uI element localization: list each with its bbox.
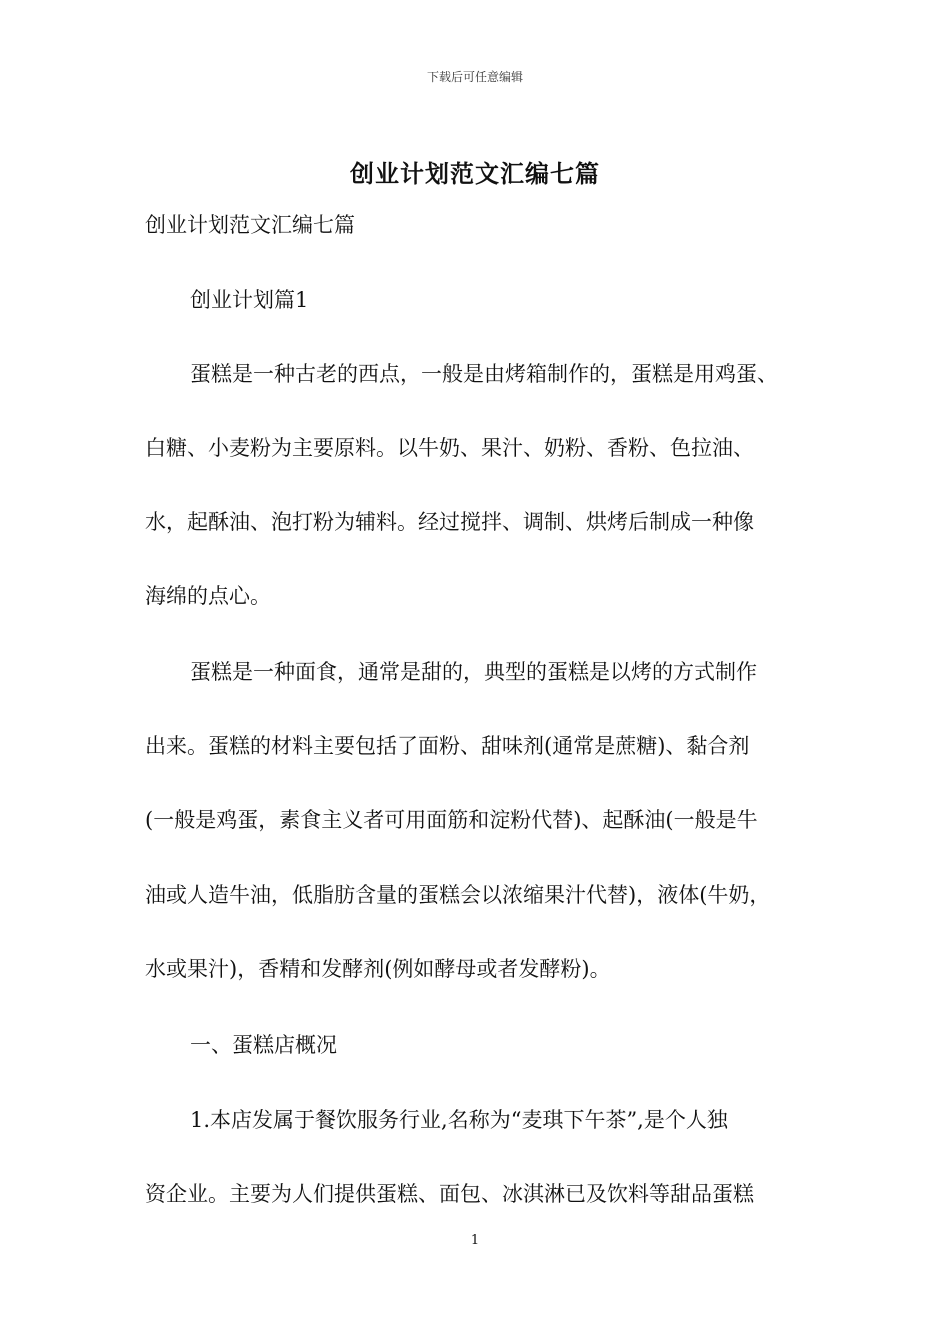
section-heading: 创业计划篇1 [190,288,309,312]
paragraph-line: 水或果汁)，香精和发酵剂(例如酵母或者发酵粉)。 [145,957,611,981]
paragraph-line: 白糖、小麦粉为主要原料。以牛奶、果汁、奶粉、香粉、色拉油、 [145,436,754,460]
document-subtitle: 创业计划范文汇编七篇 [145,213,355,237]
document-title: 创业计划范文汇编七篇 [350,159,600,188]
paragraph-line: 水，起酥油、泡打粉为辅料。经过搅拌、调制、烘烤后制成一种像 [145,510,754,534]
subheading: 一、蛋糕店概况 [190,1033,337,1057]
paragraph-line: 1.本店发属于餐饮服务行业,名称为“麦琪下午茶”,是个人独 [190,1108,728,1132]
paragraph-line: 海绵的点心。 [145,584,271,608]
paragraph-line: 出来。蛋糕的材料主要包括了面粉、甜味剂(通常是蔗糖)、黏合剂 [145,734,750,758]
page-number: 1 [470,1233,480,1248]
paragraph-line: 资企业。主要为人们提供蛋糕、面包、冰淇淋已及饮料等甜品蛋糕 [145,1182,754,1206]
header-note: 下载后可任意编辑 [426,70,523,84]
paragraph-line: 油或人造牛油，低脂肪含量的蛋糕会以浓缩果汁代替)，液体(牛奶， [145,883,771,907]
paragraph-line: (一般是鸡蛋，素食主义者可用面筋和淀粉代替)、起酥油(一般是牛 [145,808,758,832]
paragraph-line: 蛋糕是一种古老的西点，一般是由烤箱制作的，蛋糕是用鸡蛋、 [190,362,778,386]
paragraph-line: 蛋糕是一种面食，通常是甜的，典型的蛋糕是以烤的方式制作 [190,660,757,684]
